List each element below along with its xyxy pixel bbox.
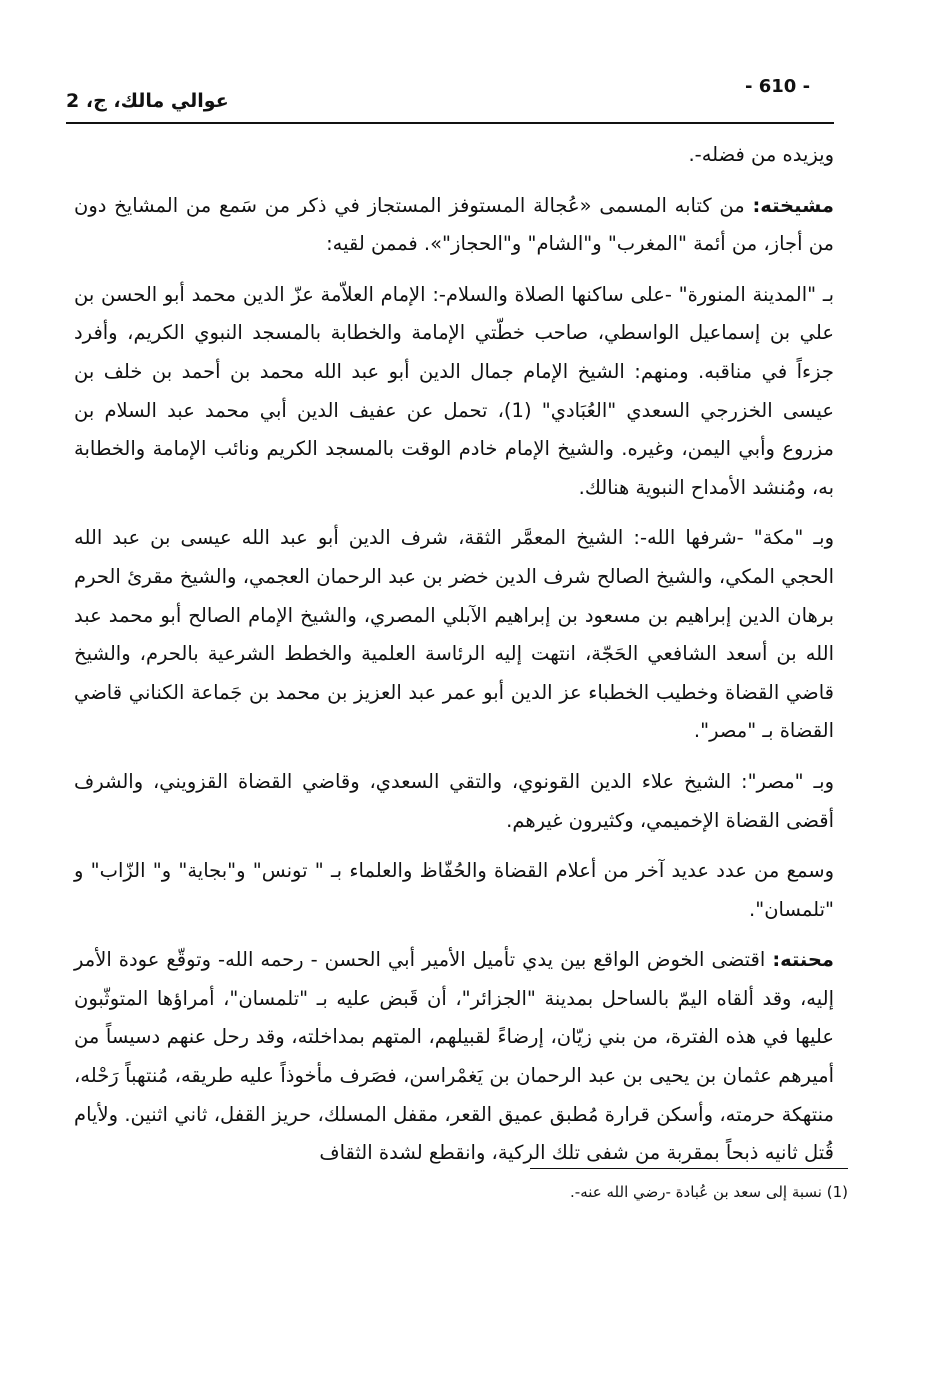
paragraph-3: بـ "المدينة المنورة" -على ساكنها الصلاة والسلام-: الإمام العلاّمة عزّ الدين محمد أبو الحسن بن علي بن إسماعيل الواسطي، صاحب خطّتي الإمامة والخطابة بالمسجد النبوي الكريم، وأفرد جزءاً في مناقبه. ومنهم: الشيخ الإمام جمال الدين أبو عبد الله محمد بن أحمد بن خلف بن عيسى الخزرجي السعدي "العُبَادي" (1)، تحمل عن عفيف الدين أبي محمد عبد السلام بن مزروع وأبي اليمن، وغيره. والشيخ الإمام خادم الوقت بالمسجد الكريم ونائب الإمامة والخطابة به، ومُنشد الأمداح النبوية هنالك. — [74, 282, 834, 499]
paragraph-5: وبـ "مصر": الشيخ علاء الدين القونوي، والتقي السعدي، وقاضي القضاة القزويني، والشرف أقضى القضاة الإخميمي، وكثيرون غيرهم. — [74, 769, 834, 832]
paragraph-2 — [74, 187, 834, 264]
running-title: عوالي مالك، ج، 2 — [66, 90, 229, 112]
paragraph-6: وسمع من عدد عديد آخر من أعلام القضاة والحُفّاظ والعلماء بـ " تونس" و"بجاية" و" الزّاب" و "تلمسان". — [74, 859, 834, 921]
footnote: (1) نسبة إلى سعد بن عُبادة -رضي الله عنه-. — [570, 1183, 848, 1201]
paragraph-2-text: من كتابه المسمى «عُجالة المستوفز المستجاز في ذكر من سَمع من المشايخ دون من أجاز، من أئمة "المغرب" و"الشام" و"الحجاز"». فممن لقيه: — [74, 193, 834, 256]
body-text — [74, 136, 834, 1185]
paragraph-4: وبـ "مكة" -شرفها الله-: الشيخ المعمَّر الثقة، شرف الدين أبو عبد الله عيسى بن عبد الله الحجي المكي، والشيخ الصالح شرف الدين خضر بن عبد الرحمان العجمي، والشيخ مقرئ الحرم برهان الدين إبراهيم بن مسعود بن إبراهيم الآبلي المصري، والشيخ الإمام الصالح أبو محمد عبد الله بن أسعد الشافعي الحَجّة، انتهت إليه الرئاسة العلمية والخطط الشرعية بالحرم، والشيخ قاضي القضاة وخطيب الخطباء عز الدين أبو عمر عبد العزيز بن محمد بن جَماعة الكناني قاضي القضاة بـ "مصر". — [74, 526, 834, 743]
paragraph-1: ويزيده من فضله-. — [688, 143, 834, 166]
section-heading-mihna: محنته: — [772, 948, 834, 972]
paragraph-7 — [74, 941, 834, 1173]
paragraph-7-text: اقتضى الخوض الواقع بين يدي تأميل الأمير أبي الحسن - رحمه الله- وتوقّع عودة الأمر إليه، وقد ألقاه اليمّ بالساحل بمدينة "الجزائر"، أن قَبض عليه بـ "تلمسان"، أمراؤها المتوثّبون عليها في هذه الفترة، من بني زيّان، إرضاءً لقبيلهم، المتهم بمداخلته، وقد رحل عنهم دسيساً من أميرهم عثمان بن يحيى بن عبد الرحمان بن يَغمْراسن، فصَرف مأخوذاً عليه طريقه، مُنتهباً رَحْله، منتهكة حرمته، وأسكن قرارة مُطبق عميق القعر، مقفل المسلك، حريز القفل، ثاني اثنين. ولأيام قُتل ثانيه ذبحاً بمقربة من شفى تلك الركية، وانقطع لشدة الثقاف — [74, 948, 834, 1165]
page-number: - 610 - — [745, 76, 811, 97]
section-heading-mashyakha: مشيخته: — [752, 193, 834, 217]
footnote-rule — [530, 1168, 848, 1169]
header-rule — [66, 122, 834, 124]
